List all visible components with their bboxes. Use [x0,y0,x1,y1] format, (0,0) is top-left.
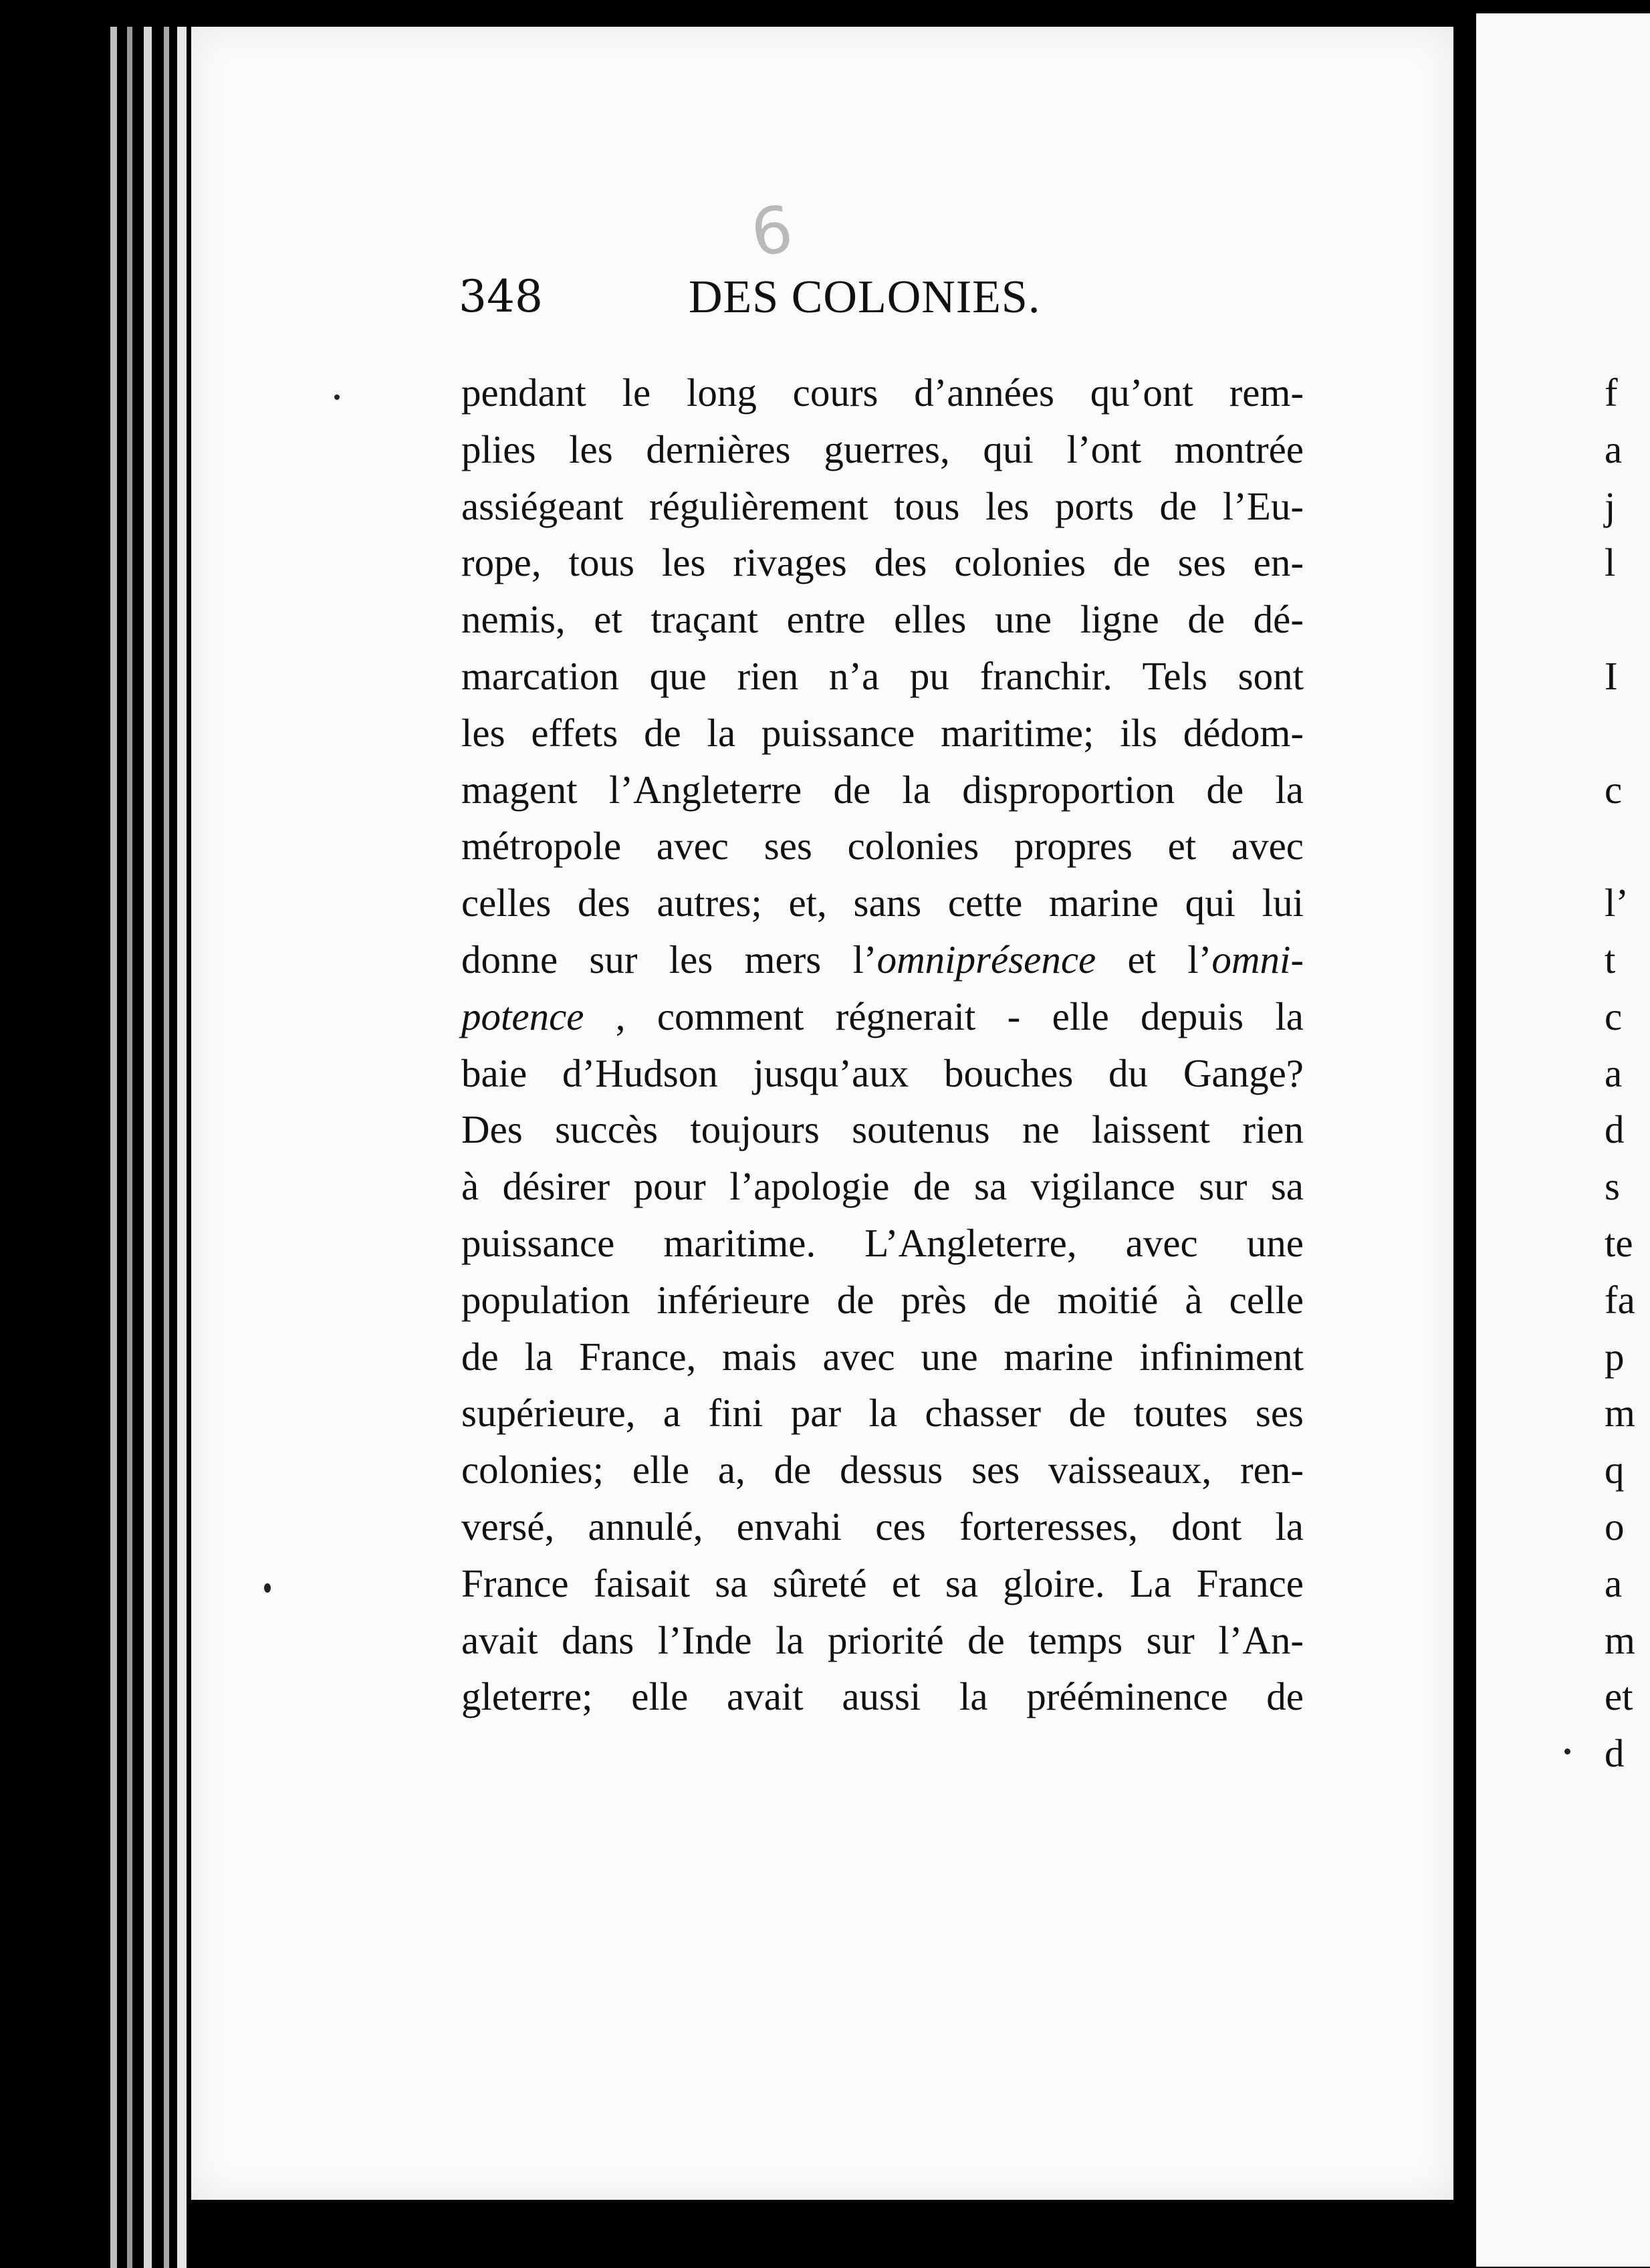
text-line: rope, tous les rivages des colonies de ses en- [461,540,1304,585]
text-line: Des succès toujours soutenus ne laissent rien [461,1107,1304,1152]
facing-fragment: m [1605,1391,1635,1436]
text-line: marcation que rien n’a pu franchir. Tels sont [461,653,1304,698]
text-line: plies les dernières guerres, qui l’ont montrée [461,427,1304,471]
text-run: , comment régnerait - elle depuis la [584,994,1304,1038]
text-line: colonies; elle a, de dessus ses vaisseaux, ren- [461,1448,1304,1492]
text-line: versé, annulé, envahi ces forteresses, dont la [461,1504,1304,1549]
pencil-mark: 6 [746,191,798,271]
facing-fragment: et [1605,1674,1633,1719]
facing-fragment: a [1605,1050,1623,1095]
facing-fragment: l [1605,540,1616,585]
text-line: gleterre; elle avait aussi la prééminence de [461,1674,1304,1719]
text-line-mixed [461,931,1304,988]
page-edge-3 [144,27,152,2268]
page-edge-5 [177,27,187,2268]
body-text [461,364,1304,1725]
facing-fragment: d [1605,1107,1625,1152]
facing-fragment: t [1605,937,1616,982]
page-edge-4 [164,27,169,2268]
text-line-mixed [461,988,1304,1045]
text-line: de la France, mais avec une marine infiniment [461,1334,1304,1379]
running-title: DES COLONIES. [689,271,1041,323]
ink-speck [264,1583,271,1593]
italic-run: omni- [1211,937,1304,982]
facing-fragment: o [1605,1504,1625,1549]
facing-fragment: j [1605,483,1616,528]
text-line: supérieure, a fini par la chasser de toutes ses [461,1391,1304,1436]
facing-fragment: I [1605,653,1618,698]
facing-fragment: s [1605,1164,1620,1209]
text-line: baie d’Hudson jusqu’aux bouches du Gange? [461,1050,1304,1095]
text-line: France faisait sa sûreté et sa gloire. La France [461,1561,1304,1605]
facing-fragment: p [1605,1334,1625,1379]
text-line: métropole avec ses colonies propres et avec [461,824,1304,869]
italic-run: omniprésence [876,937,1096,982]
text-line: pendant le long cours d’années qu’ont rem- [461,370,1304,415]
text-line: celles des autres; et, sans cette marine qui lui [461,881,1304,925]
facing-fragment: a [1605,427,1623,471]
text-line: magent l’Angleterre de la disproportion de la [461,767,1304,812]
text-line: nemis, et traçant entre elles une ligne de dé- [461,597,1304,642]
text-line: population inférieure de près de moitié à celle [461,1277,1304,1322]
facing-fragment [1605,818,1635,875]
facing-fragment: a [1605,1561,1623,1605]
facing-fragment: c [1605,767,1623,812]
facing-fragment: q [1605,1448,1625,1492]
facing-fragment: fa [1605,1277,1635,1322]
ink-speck [1564,1748,1570,1754]
facing-fragment: te [1605,1220,1633,1265]
ink-speck [334,394,340,400]
facing-page-text [1605,364,1635,1782]
facing-fragment: c [1605,994,1623,1038]
text-line: à désirer pour l’apologie de sa vigilance sur sa [461,1164,1304,1209]
text-line: puissance maritime. L’Angleterre, avec une [461,1220,1304,1265]
page-edge-2 [127,27,132,2268]
page-number: 348 [459,271,543,322]
facing-fragment: l’ [1605,881,1629,925]
text-run: et l’ [1096,937,1212,982]
facing-fragment: m [1605,1617,1635,1662]
facing-fragment: f [1605,370,1618,415]
text-line: avait dans l’Inde la priorité de temps sur l’An- [461,1617,1304,1662]
page-edge-1 [110,27,117,2268]
text-line: assiégeant régulièrement tous les ports de l’Eu- [461,483,1304,528]
text-line: les effets de la puissance maritime; ils dédom- [461,710,1304,755]
italic-run: potence [461,994,584,1038]
facing-fragment: d [1605,1731,1625,1776]
facing-fragment [1605,591,1635,648]
facing-fragment [1605,705,1635,762]
text-run: donne sur les mers l’ [461,937,877,982]
